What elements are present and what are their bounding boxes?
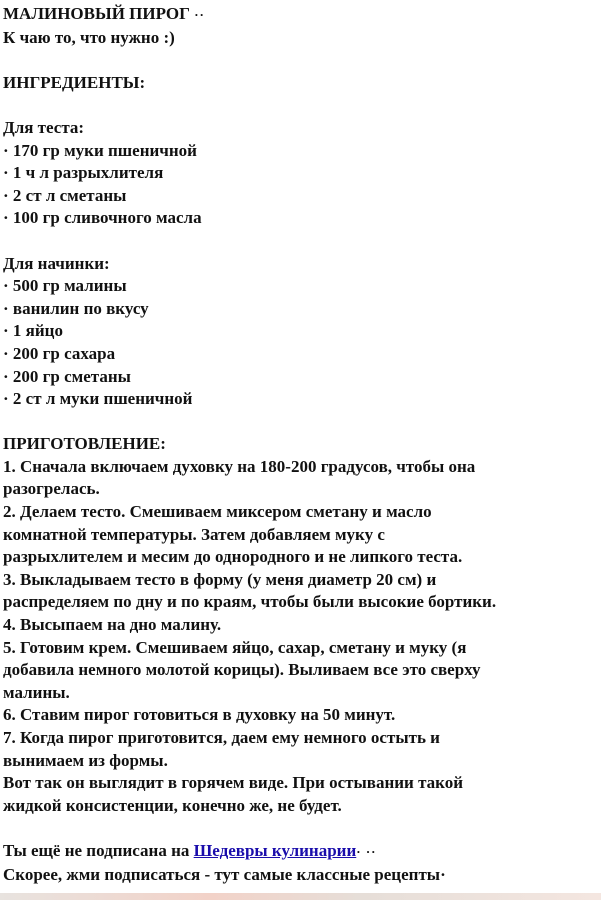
dough-heading: Для теста: bbox=[3, 117, 85, 137]
ingredient-item: · 2 ст л муки пшеничной bbox=[3, 389, 193, 409]
ingredient-item: · 2 ст л сметаны bbox=[3, 185, 127, 205]
subscribe-emoji: · ·· bbox=[356, 843, 377, 859]
method-line: разрыхлителем и месим до однородного и не липкого теста. bbox=[3, 547, 463, 567]
ingredient-item: · 170 гр муки пшеничной bbox=[3, 140, 197, 160]
method-line: добавила немного молотой корицы). Выливаем все это сверху bbox=[3, 660, 481, 680]
method-line: 4. Высыпаем на дно малину. bbox=[3, 615, 222, 635]
recipe-post bbox=[3, 3, 599, 886]
ingredients-heading: ИНГРЕДИЕНТЫ: bbox=[3, 72, 146, 92]
method-line: вынимаем из формы. bbox=[3, 750, 168, 770]
spacer bbox=[3, 94, 599, 117]
recipe-title bbox=[3, 3, 599, 27]
spacer bbox=[3, 817, 599, 840]
method-line: 2. Делаем тесто. Смешиваем миксером сметану и масло bbox=[3, 502, 432, 522]
method-line: 1. Сначала включаем духовку на 180-200 градусов, чтобы она bbox=[3, 456, 476, 476]
method-line: распределяем по дну и по краям, чтобы были высокие бортики. bbox=[3, 592, 497, 612]
method-steps bbox=[3, 456, 599, 818]
subscribe-prompt bbox=[3, 840, 599, 864]
next-image-preview-edge bbox=[0, 893, 601, 900]
recipe-subtitle: К чаю то, что нужно :) bbox=[3, 27, 175, 47]
method-line: Вот так он выглядит в горячем виде. При остывании такой bbox=[3, 773, 463, 793]
method-line: 3. Выкладываем тесто в форму (у меня диаметр 20 см) и bbox=[3, 569, 437, 589]
recipe-title-text: МАЛИНОВЫЙ ПИРОГ bbox=[3, 4, 190, 23]
method-line: разогрелась. bbox=[3, 479, 100, 499]
method-heading: ПРИГОТОВЛЕНИЕ: bbox=[3, 434, 166, 454]
method-line: малины. bbox=[3, 682, 70, 702]
filling-heading: Для начинки: bbox=[3, 253, 110, 273]
ingredient-item: · 200 гр сахара bbox=[3, 343, 116, 363]
dough-list bbox=[3, 140, 599, 230]
ingredient-item: · 500 гр малины bbox=[3, 276, 127, 296]
subscribe-call: Скорее, жми подписаться - тут самые классные рецепты· bbox=[3, 864, 446, 884]
community-link[interactable]: Шедевры кулинарии bbox=[193, 840, 357, 860]
filling-list bbox=[3, 275, 599, 411]
method-line: 5. Готовим крем. Смешиваем яйцо, сахар, сметану и муку (я bbox=[3, 637, 467, 657]
ingredient-item: · 200 гр сметаны bbox=[3, 366, 131, 386]
spacer bbox=[3, 230, 599, 253]
method-line: 7. Когда пирог приготовится, даем ему немного остыть и bbox=[3, 728, 440, 747]
ingredient-item: · ванилин по вкусу bbox=[3, 298, 149, 318]
method-line: жидкой консистенции, конечно же, не будет. bbox=[3, 795, 342, 815]
ingredient-item: · 1 яйцо bbox=[3, 321, 63, 341]
title-emoji: ·· bbox=[194, 7, 205, 22]
subscribe-prompt-text: Ты ещё не подписана на bbox=[3, 840, 194, 860]
ingredient-item: · 100 гр сливочного масла bbox=[3, 208, 202, 228]
spacer bbox=[3, 49, 599, 72]
ingredient-item: · 1 ч л разрыхлителя bbox=[3, 163, 164, 183]
spacer bbox=[3, 411, 599, 434]
method-line: 6. Ставим пирог готовиться в духовку на 50 минут. bbox=[3, 705, 396, 725]
method-line: комнатной температуры. Затем добавляем муку с bbox=[3, 524, 385, 544]
